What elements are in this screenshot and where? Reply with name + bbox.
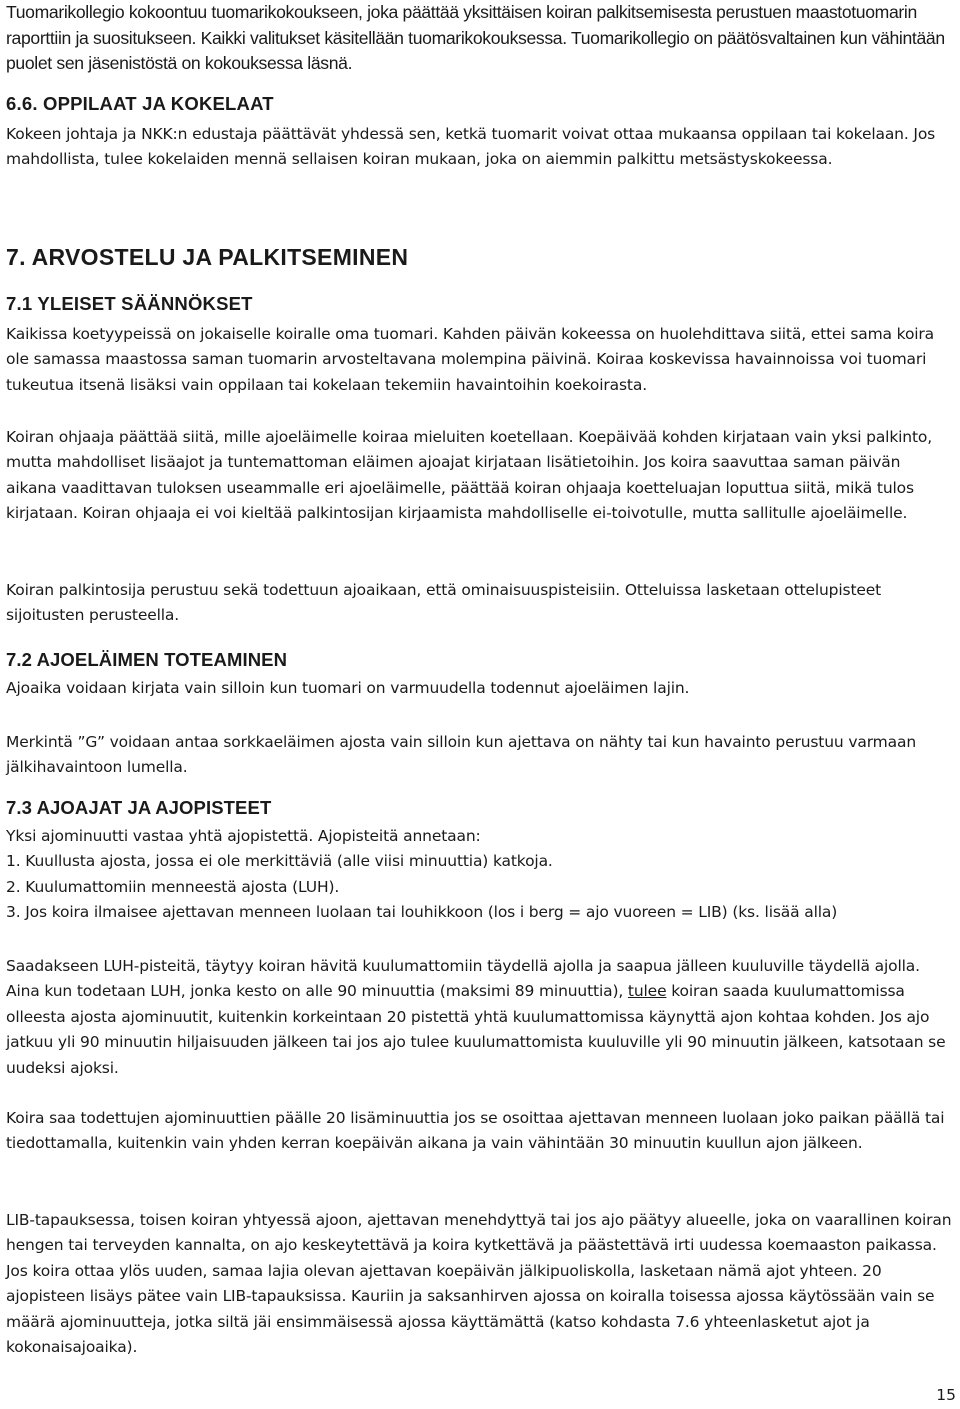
section-7-3-lib-paragraph-1: Koira saa todettujen ajominuuttien päälle 20 lisäminuuttia jos se osoittaa ajettavan menneen luolaan joko paikan päällä tai tiedottamalla, kuitenkin vain yhden kerran koepäivän aikana ja vain vähintään 30 minuutin kuullun ajon jälkeen. (6, 1109, 945, 1153)
luh-underlined-word: tulee (627, 982, 667, 1001)
section-7-3-list (6, 824, 954, 926)
section-7-2-paragraph-2: Merkintä ”G” voidaan antaa sorkkaeläimen ajosta vain silloin kun ajettava on nähty tai kun havainto perustuu varmaan jälkihavaintoon lumella. (6, 733, 916, 777)
list-item: 3. Jos koira ilmaisee ajettavan menneen luolaan tai louhikkoon (los i berg = ajo vuoreen = LIB) (ks. lisää alla) (6, 903, 838, 922)
list-item: 2. Kuulumattomiin menneestä ajosta (LUH). (6, 877, 340, 896)
section-7-3-lib-paragraph-2: LIB-tapauksessa, toisen koiran yhtyessä ajoon, ajettavan menehdyttyä tai jos ajo päätyy alueelle, joka on vaarallinen koiran hengen tai terveyden kannalta, on ajo keskeytettävä ja koira kytkettävä ja päästettävä irti uudessa koemaaston paikassa. Jos koira ottaa ylös uuden, samaa lajia olevan ajettavan koepäivän jälkipuoliskolla, lasketaan nämä ajot yhteen. 20 ajopisteen lisäys pätee vain LIB-tapauksissa. Kauriin ja saksanhirven ajossa on koiralla toisessa ajossa käytössään vain se määrä ajominuutteja, jotka siltä jäi ensimmäisessä ajossa käyttämättä (katso kohdasta 7.6 yhteenlasketut ajot ja kokonaisajoaika). (6, 1211, 952, 1357)
page-number: 15 (936, 1386, 956, 1404)
section-7-1-paragraph-1: Kaikissa koetyypeissä on jokaiselle koiralle oma tuomari. Kahden päivän kokeessa on huolehdittava siitä, ettei sama koira ole samassa maastossa saman tuomarin arvosteltavana molempina päivinä. Koiraa koskevissa havainnoissa voi tuomari tukeutua itsenä lisäksi vain oppilaan tai kokelaan tekemiin havaintoihin koekoirasta. (6, 325, 935, 394)
section-7-heading: 7. ARVOSTELU JA PALKITSEMINEN (6, 244, 409, 270)
section-7-3-heading: 7.3 AJOAJAT JA AJOPISTEET (6, 797, 272, 818)
section-6-6-heading: 6.6. OPPILAAT JA KOKELAAT (6, 93, 274, 114)
section-7-2-paragraph-1: Ajoaika voidaan kirjata vain silloin kun tuomari on varmuudella todennut ajoeläimen lajin. (6, 679, 690, 697)
list-item: 1. Kuullusta ajosta, jossa ei ole merkittäviä (alle viisi minuuttia) katkoja. (6, 852, 553, 871)
section-6-6-paragraph: Kokeen johtaja ja NKK:n edustaja päättävät yhdessä sen, ketkä tuomarit voivat ottaa mukaansa oppilaan tai kokelaan. Jos mahdollista, tulee kokelaiden mennä sellaisen koiran mukaan, joka on aiemmin palkittu metsästyskokeessa. (6, 125, 936, 169)
luh-text-end: koiran saada kuulumattomissa olleesta ajosta ajominuutit, kuitenkin korkeintaan 20 pistettä yhtä kuulumattomissa käynyttä ajon kohtaa kohden. Jos ajo jatkuu yli 90 minuutin hiljaisuuden jälkeen tai jos ajo tulee kuulumattomista kuuluville yli 90 minuutin jälkeen, katsotaan se uudeksi ajoksi. (6, 982, 946, 1077)
intro-paragraph: Tuomarikollegio kokoontuu tuomarikokoukseen, joka päättää yksittäisen koiran palkitsemisesta perustuen maastotuomarin raporttiin ja suositukseen. Kaikki valitukset käsitellään tuomarikokouksessa. Tuomarikollegio on päätösvaltainen kun vähintään puolet sen jäsenistöstä on kokouksessa läsnä. (6, 2, 945, 74)
section-7-1-heading: 7.1 YLEISET SÄÄNNÖKSET (6, 293, 253, 314)
luh-text-start: Saadakseen LUH-pisteitä, täytyy koiran hävitä kuulumattomiin täydellä ajolla ja saapua jälleen kuuluville täydellä ajolla. Aina kun todetaan LUH, jonka kesto on alle 90 minuuttia (maksimi 89 minuuttia), (6, 957, 920, 1001)
section-7-1-paragraph-3: Koiran palkintosija perustuu sekä todettuun ajoaikaan, että ominaisuuspisteisiin. Otteluissa lasketaan ottelupisteet sijoitusten perusteella. (6, 581, 882, 625)
list-intro: Yksi ajominuutti vastaa yhtä ajopistettä. Ajopisteitä annetaan: (6, 827, 481, 845)
section-7-1-paragraph-2: Koiran ohjaaja päättää siitä, mille ajoeläimelle koiraa mieluiten koetellaan. Koepäivää kohden kirjataan vain yksi palkinto, mutta mahdolliset lisäajot ja tuntemattoman eläimen ajoajat kirjataan lisätietoihin. Jos koira saavuttaa saman päivän aikana vaadittavan tuloksen useammalle eri ajoeläimelle, päättää koiran ohjaaja koetteluajan loputtua siitä, mikä tulos kirjataan. Koiran ohjaaja ei voi kieltää palkintosijan kirjaamista mahdolliselle ei-toivotulle, mutta sallitulle ajoeläimelle. (6, 428, 933, 523)
section-7-3-luh-paragraph (6, 954, 954, 1081)
section-7-2-heading: 7.2 AJOELÄIMEN TOTEAMINEN (6, 649, 288, 670)
